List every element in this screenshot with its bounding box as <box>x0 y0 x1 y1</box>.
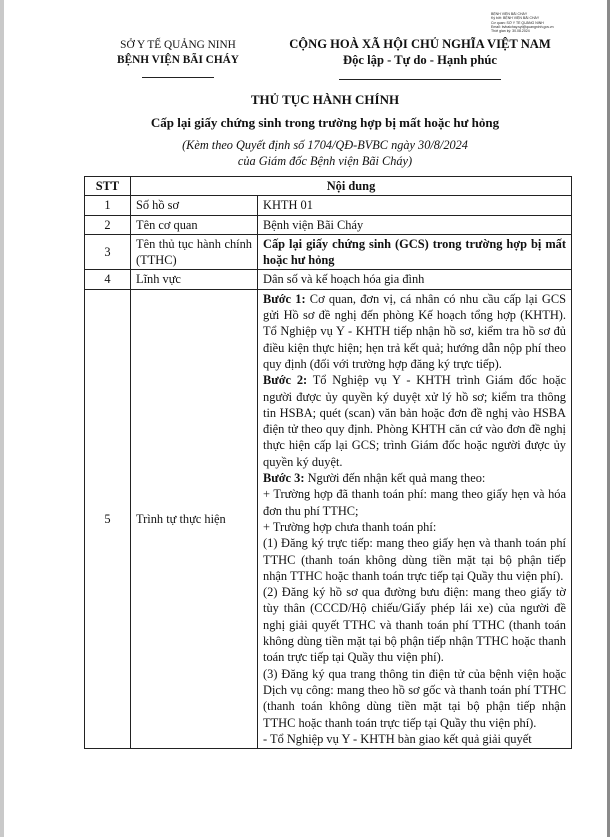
motto-underline <box>339 79 501 80</box>
procedure-paragraph: (2) Đăng ký hồ sơ qua đường bưu điện: mang theo giấy tờ tùy thân (CCCD/Hộ chiếu/Giấy phép lái xe) của người đề nghị giải quyết TTHC và thanh toán phí TTHC (thanh toán không dùng tiền mặt tại bộ phận tiếp nhận TTHC hoặc thanh toán trực tiếp tại Quầy thu viện phí). <box>263 585 566 665</box>
step-2 <box>263 372 566 470</box>
decision-note-line: (Kèm theo Quyết định số 1704/QĐ-BVBC ngày 30/8/2024 <box>182 138 468 152</box>
procedure-table <box>84 176 572 749</box>
header-underline <box>142 77 214 78</box>
row-number: 2 <box>85 215 131 234</box>
row-label: Số hồ sơ <box>131 196 258 215</box>
viewer-left-border <box>0 0 4 837</box>
row-label: Lĩnh vực <box>131 270 258 289</box>
step-text: Tổ Nghiệp vụ Y - KHTH trình Giám đốc hoặc người được ủy quyền ký duyệt xử lý hồ sơ; kiểm tra thông tin HSBA; quét (scan) văn bản hoặc đơn đề nghị vào HSBA điện tử theo quy định. Phòng KHTH căn cứ vào đơn đề nghị thực hiện cấp lại GCS; trình Giám đốc hoặc người được ủy quyền ký duyệt. <box>263 373 566 469</box>
row-number: 5 <box>85 289 131 748</box>
signature-line: Ký bởi: BỆNH VIỆN BÃI CHÁY <box>491 16 540 21</box>
table-row <box>85 234 572 270</box>
row-value: Bệnh viện Bãi Cháy <box>258 215 572 234</box>
step-label: Bước 3: <box>263 471 305 486</box>
row-label: Trình tự thực hiện <box>131 289 258 748</box>
row-value: KHTH 01 <box>258 196 572 215</box>
row-value: Cấp lại giấy chứng sinh (GCS) trong trường hợp bị mất hoặc hư hỏng <box>258 234 572 270</box>
republic-name: CỘNG HOÀ XÃ HỘI CHỦ NGHĨA VIỆT NAM <box>289 37 551 51</box>
table-row <box>85 289 572 748</box>
step-text: Người đến nhận kết quả mang theo: <box>304 471 486 486</box>
table-row <box>85 215 572 234</box>
procedure-paragraph: (3) Đăng ký qua trang thông tin điện tử của bệnh viện hoặc Dịch vụ công: mang theo hồ sơ gốc và thanh toán phí TTHC (thanh toán không dùng tiền mặt tại bộ phận tiếp nhận TTHC hoặc thanh toán trực tiếp tại Quầy thu viện phí). <box>263 666 566 730</box>
step-label: Bước 1: <box>263 291 306 306</box>
table-row <box>85 270 572 289</box>
ministry-name: SỞ Y TẾ QUẢNG NINH <box>120 39 236 51</box>
national-header <box>270 36 570 84</box>
step-3 <box>263 470 566 486</box>
row-number: 3 <box>85 234 131 270</box>
decision-note <box>100 138 550 169</box>
procedure-paragraph: (1) Đăng ký trực tiếp: mang theo giấy hẹn và thanh toán phí TTHC (thanh toán không dùng tiền mặt tại bộ phận tiếp nhận TTHC hoặc thanh toán trực tiếp tại Quầy thu viện phí). <box>263 536 566 583</box>
step-1 <box>263 291 566 372</box>
column-header-stt: STT <box>85 177 131 196</box>
issuer-header <box>108 38 248 83</box>
signature-line: Thời gian ký: 30.08.2024 <box>491 29 530 34</box>
column-header-content: Nội dung <box>131 177 572 196</box>
row-label: Tên cơ quan <box>131 215 258 234</box>
procedure-paragraph: + Trường hợp đã thanh toán phí: mang theo giấy hẹn và hóa đơn thu phí TTHC; <box>263 487 566 518</box>
row-value: Dân số và kế hoạch hóa gia đình <box>258 270 572 289</box>
row-label: Tên thủ tục hành chính (TTHC) <box>131 234 258 270</box>
procedure-steps <box>258 289 572 748</box>
signature-line: Cơ quan: SỞ Y TẾ QUẢNG NINH <box>491 20 544 25</box>
decision-note-line: của Giám đốc Bệnh viện Bãi Cháy) <box>237 153 413 168</box>
row-number: 1 <box>85 196 131 215</box>
document-subtitle: Cấp lại giấy chứng sinh trong trường hợp bị mất hoặc hư hỏng <box>150 115 500 130</box>
row-number: 4 <box>85 270 131 289</box>
procedure-paragraph: + Trường hợp chưa thanh toán phí: <box>263 519 437 534</box>
hospital-name: BỆNH VIỆN BÃI CHÁY <box>117 54 239 66</box>
step-text: Cơ quan, đơn vị, cá nhân có nhu cầu cấp lại GCS gửi Hồ sơ đề nghị đến phòng Kế hoạch tổng hợp (KHTH). Tổ Nghiệp vụ Y - KHTH tiếp nhận hồ sơ, kiểm tra hồ sơ đủ điều kiện thực hiện; hẹn trả kết quả; hướng dẫn nộp phí theo quy định (đối với trường hợp đăng ký trực tiếp). <box>263 291 566 371</box>
procedure-paragraph: - Tổ Nghiệp vụ Y - KHTH bàn giao kết quả giải quyết <box>263 731 532 746</box>
national-motto: Độc lập - Tự do - Hạnh phúc <box>343 53 497 67</box>
step-label: Bước 2: <box>263 373 308 388</box>
signature-line: Email: bvbaichay.syt@quangninh.gov.vn <box>491 24 554 29</box>
table-header-row <box>85 177 572 196</box>
document-title: THỦ TỤC HÀNH CHÍNH <box>250 92 400 107</box>
table-row <box>85 196 572 215</box>
digital-signature-stamp <box>491 12 586 33</box>
signature-line: BỆNH VIỆN BÃI CHÁY <box>491 12 528 16</box>
